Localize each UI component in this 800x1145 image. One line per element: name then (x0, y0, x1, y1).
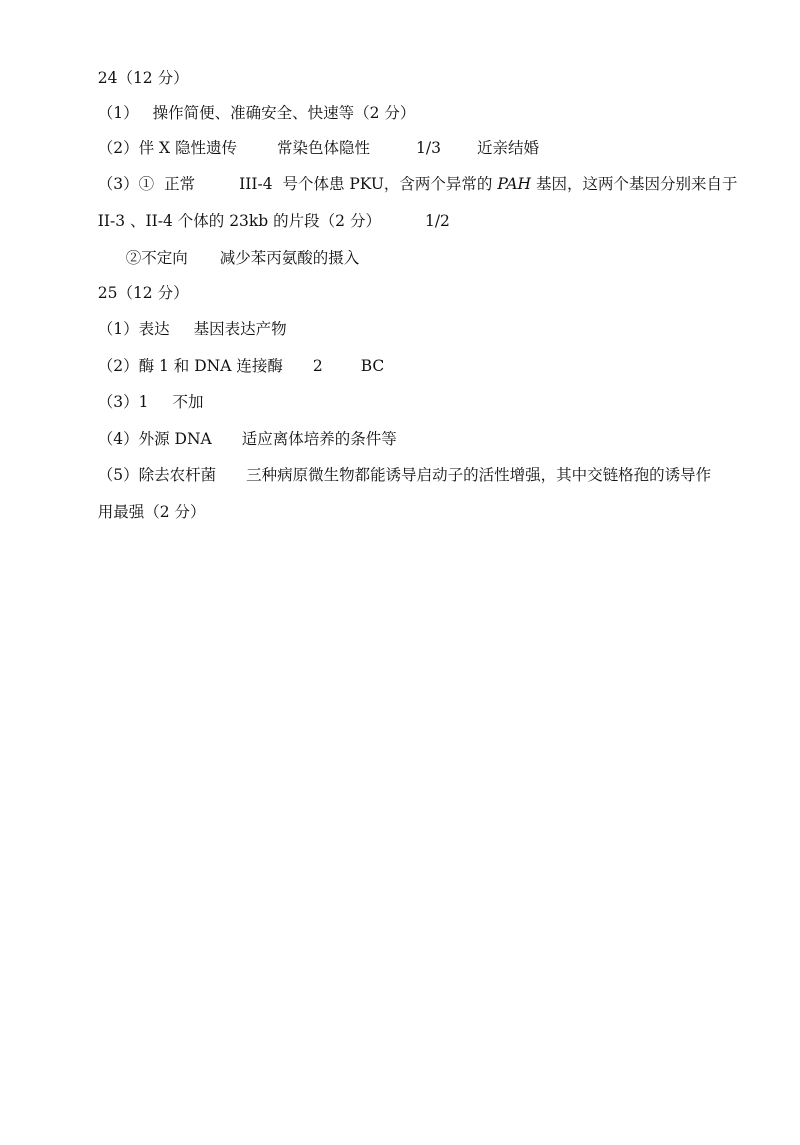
q24-part1-answer: 操作简便、准确安全、快速等（2 分） (152, 104, 416, 122)
q25-part5-answer-b: 三种病原微生物都能诱导启动子的活性增强，其中交链格孢的诱导作 (246, 466, 712, 484)
q25-part5-continuation: 用最强（2 分） (97, 503, 206, 521)
q24-part2-answer-a: 伴 X 隐性遗传 (138, 139, 237, 157)
q24-part3-gene-name: PAH (497, 175, 532, 193)
q25-part2-answer-c: BC (360, 357, 385, 375)
q25-part3-number: （3） (97, 393, 139, 411)
q24-part3-number: （3） (97, 175, 139, 193)
q24-part3-answer-b-pre: III-4 号个体患 PKU，含两个异常的 (239, 175, 498, 193)
q24-part2-answer-c: 1/3 (416, 139, 441, 157)
q25-part1-number: （1） (97, 320, 139, 338)
q24-part2-answer-d: 近亲结婚 (476, 139, 539, 157)
q24-part1-number: （1） (97, 104, 139, 122)
q24-part3-sub2-answer-b: 减少苯丙氨酸的摄入 (219, 249, 360, 267)
q25-part2-answer-b: 2 (312, 357, 323, 375)
q25-part4-answer-a: 外源 DNA (138, 430, 212, 448)
q24-part2-number: （2） (97, 139, 139, 157)
q25-part4-number: （4） (97, 430, 139, 448)
q25-part4-answer-b: 适应离体培养的条件等 (241, 430, 397, 448)
q25-part5-answer-a: 除去农杆菌 (138, 466, 217, 484)
q25-part2-answer-a: 酶 1 和 DNA 连接酶 (138, 357, 283, 375)
q24-part3-sub2-answer-a: ②不定向 (125, 249, 188, 267)
q25-part3-answer-a: 1 (138, 393, 149, 411)
q25-part5-continued (78, 482, 206, 542)
q25-part2-number: （2） (97, 357, 139, 375)
q24-part3-answer-a: 正常 (164, 175, 196, 193)
q24-heading-text: 24（12 分） (97, 69, 189, 87)
q25-part1-answer-b: 基因表达产物 (193, 320, 287, 338)
q25-heading-text: 25（12 分） (97, 284, 189, 302)
q25-part5-number: （5） (97, 466, 139, 484)
q24-part3-continuation: II-3 、II-4 个体的 23kb 的片段（2 分） (97, 212, 381, 230)
q25-part1-answer-a: 表达 (138, 320, 170, 338)
q24-part3-answer-b-post: 基因，这两个基因分别来自于 (531, 175, 738, 193)
q24-part3-circle-one: ① (138, 175, 155, 193)
q24-part3-answer-c: 1/2 (424, 212, 450, 230)
q25-part3-answer-b: 不加 (172, 393, 204, 411)
q24-part2-answer-b: 常染色体隐性 (276, 139, 370, 157)
